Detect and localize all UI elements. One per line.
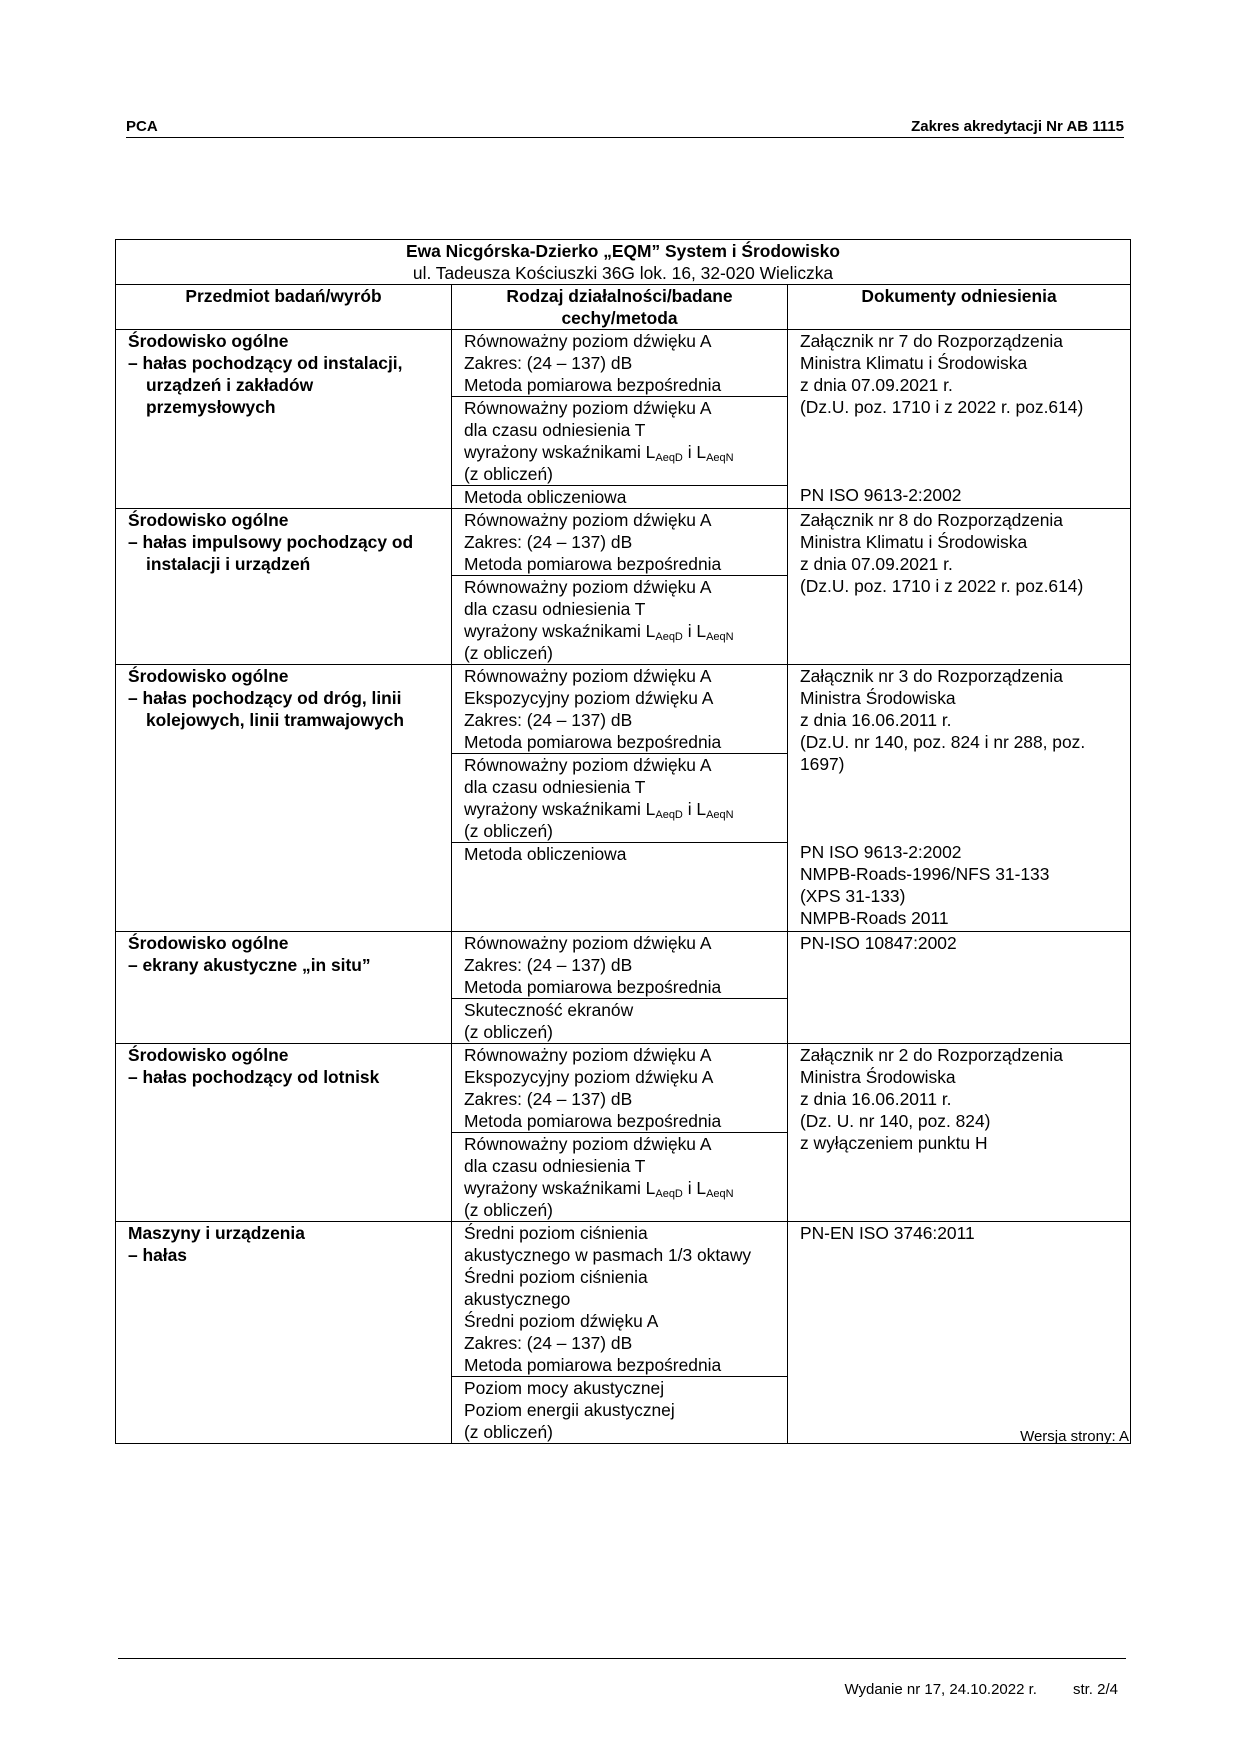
subject-cell — [116, 932, 452, 1044]
activity-line: Równoważny poziom dźwięku A — [464, 933, 712, 953]
doc-line: NMPB-Roads 2011 — [800, 908, 949, 928]
indicator-text: wyrażony wskaźnikami L — [464, 1178, 656, 1198]
page-version: Wersja strony: A — [1020, 1428, 1129, 1445]
subject-cell — [116, 330, 452, 509]
method-block — [452, 1222, 787, 1376]
institution-name: Ewa Nicgórska-Dzierko „EQM” System i Środowisko — [406, 241, 840, 261]
activity-line: (z obliczeń) — [464, 1022, 553, 1042]
doc-line: z dnia 16.06.2011 r. — [800, 710, 952, 730]
activity-line: Średni poziom ciśnienia — [464, 1223, 648, 1243]
indicator-subscript: AeqN — [706, 631, 734, 643]
indicator-subscript: AeqD — [655, 452, 683, 464]
method-block — [452, 1376, 787, 1443]
docs-cell — [788, 330, 1131, 509]
activity-cell — [452, 1044, 788, 1222]
doc-line: Załącznik nr 3 do Rozporządzenia — [800, 666, 1063, 686]
docs-cell — [788, 1044, 1131, 1222]
activity-line: Zakres: (24 – 137) dB — [464, 1333, 633, 1353]
method-block — [452, 509, 787, 575]
doc-line: Ministra Klimatu i Środowiska — [800, 532, 1028, 552]
doc-line: Załącznik nr 8 do Rozporządzenia — [800, 510, 1063, 530]
edition-label: Wydanie nr 17, 24.10.2022 r. — [844, 1681, 1037, 1698]
indicator-text: wyrażony wskaźnikami L — [464, 621, 656, 641]
activity-line: Równoważny poziom dźwięku A — [464, 398, 712, 418]
activity-line: Metoda obliczeniowa — [464, 844, 627, 864]
subject-line: Maszyny i urządzenia — [128, 1223, 305, 1243]
indicator-text: i L — [682, 442, 707, 462]
table-row — [116, 665, 1131, 932]
method-block — [452, 1044, 787, 1132]
activity-line: Metoda pomiarowa bezpośrednia — [464, 977, 722, 997]
activity-line: Zakres: (24 – 137) dB — [464, 1089, 633, 1109]
activity-line: akustycznego w pasmach 1/3 oktawy — [464, 1245, 752, 1265]
activity-line: Skuteczność ekranów — [464, 1000, 634, 1020]
indicator-text: i L — [682, 621, 707, 641]
method-block — [452, 485, 787, 508]
subject-line: Środowisko ogólne — [128, 510, 289, 530]
page-footer — [118, 1658, 1126, 1698]
doc-line: Ministra Środowiska — [800, 688, 956, 708]
activity-line: (z obliczeń) — [464, 821, 553, 841]
indicator-subscript: AeqN — [706, 809, 734, 821]
indicator-subscript: AeqD — [655, 1188, 683, 1200]
activity-line — [464, 620, 775, 642]
table-row — [116, 330, 1131, 509]
activity-line: akustycznego — [464, 1289, 571, 1309]
activity-line: (z obliczeń) — [464, 464, 553, 484]
activity-line: Metoda obliczeniowa — [464, 487, 627, 507]
method-block — [452, 842, 787, 931]
method-block — [452, 396, 787, 485]
doc-line: PN-EN ISO 3746:2011 — [800, 1223, 975, 1243]
activity-line: Zakres: (24 – 137) dB — [464, 353, 633, 373]
activity-line: Równoważny poziom dźwięku A — [464, 510, 712, 530]
col-header-subject: Przedmiot badań/wyrób — [116, 285, 452, 330]
activity-line: dla czasu odniesienia T — [464, 599, 646, 619]
col-header-activity-line1: Rodzaj działalności/badane — [506, 286, 733, 306]
doc-line: NMPB-Roads-1996/NFS 31-133 — [800, 864, 1050, 884]
activity-line: Metoda pomiarowa bezpośrednia — [464, 554, 722, 574]
subject-line: – ekrany akustyczne „in situ” — [128, 955, 371, 975]
activity-line: Zakres: (24 – 137) dB — [464, 955, 633, 975]
institution-address: ul. Tadeusza Kościuszki 36G lok. 16, 32-020 Wieliczka — [412, 263, 834, 283]
subject-line: Środowisko ogólne — [128, 933, 289, 953]
subject-line: – hałas impulsowy pochodzący od — [128, 532, 414, 552]
subject-cell — [116, 665, 452, 932]
subject-cell — [116, 1222, 452, 1444]
indicator-text: wyrażony wskaźnikami L — [464, 442, 656, 462]
subject-line: przemysłowych — [146, 397, 276, 417]
method-block — [452, 932, 787, 998]
activity-line: Równoważny poziom dźwięku A — [464, 666, 712, 686]
method-block — [452, 998, 787, 1043]
docs-cell — [788, 665, 1131, 932]
activity-line — [464, 798, 775, 820]
activity-line: Metoda pomiarowa bezpośrednia — [464, 1355, 722, 1375]
method-block — [452, 1132, 787, 1221]
activity-line: Metoda pomiarowa bezpośrednia — [464, 732, 722, 752]
indicator-text: i L — [682, 799, 707, 819]
accreditation-table — [115, 239, 1131, 1444]
activity-line: Równoważny poziom dźwięku A — [464, 331, 712, 351]
doc-line: z dnia 16.06.2011 r. — [800, 1089, 952, 1109]
docs-cell — [788, 1222, 1131, 1444]
method-block — [452, 665, 787, 753]
activity-line: Średni poziom dźwięku A — [464, 1311, 659, 1331]
indicator-text: i L — [682, 1178, 707, 1198]
doc-line: z dnia 07.09.2021 r. — [800, 554, 953, 574]
institution-cell — [116, 240, 1131, 285]
doc-line: Załącznik nr 2 do Rozporządzenia — [800, 1045, 1063, 1065]
method-block — [452, 575, 787, 664]
activity-line: Równoważny poziom dźwięku A — [464, 1134, 712, 1154]
activity-line: dla czasu odniesienia T — [464, 420, 646, 440]
activity-cell — [452, 1222, 788, 1444]
subject-line: Środowisko ogólne — [128, 331, 289, 351]
activity-line: Równoważny poziom dźwięku A — [464, 577, 712, 597]
page-header — [126, 117, 1124, 138]
doc-line: (XPS 31-133) — [800, 886, 906, 906]
doc-line: (Dz.U. poz. 1710 i z 2022 r. poz.614) — [800, 576, 1084, 596]
activity-line: Zakres: (24 – 137) dB — [464, 710, 633, 730]
activity-cell — [452, 932, 788, 1044]
activity-line: Poziom mocy akustycznej — [464, 1378, 665, 1398]
activity-line: dla czasu odniesienia T — [464, 1156, 646, 1176]
activity-line: Zakres: (24 – 137) dB — [464, 532, 633, 552]
indicator-subscript: AeqD — [655, 809, 683, 821]
activity-line: dla czasu odniesienia T — [464, 777, 646, 797]
activity-line: (z obliczeń) — [464, 643, 553, 663]
activity-line: Metoda pomiarowa bezpośrednia — [464, 1111, 722, 1131]
indicator-subscript: AeqN — [706, 452, 734, 464]
subject-line: Środowisko ogólne — [128, 1045, 289, 1065]
activity-line: Metoda pomiarowa bezpośrednia — [464, 375, 722, 395]
doc-line: Ministra Klimatu i Środowiska — [800, 353, 1028, 373]
indicator-text: wyrażony wskaźnikami L — [464, 799, 656, 819]
table-row — [116, 932, 1131, 1044]
doc-line: PN-ISO 10847:2002 — [800, 933, 957, 953]
doc-line: (Dz.U. poz. 1710 i z 2022 r. poz.614) — [800, 397, 1084, 417]
subject-line: urządzeń i zakładów — [146, 375, 314, 395]
subject-line: – hałas pochodzący od dróg, linii — [128, 688, 402, 708]
header-left: PCA — [126, 118, 158, 135]
doc-line: Załącznik nr 7 do Rozporządzenia — [800, 331, 1063, 351]
activity-line: Równoważny poziom dźwięku A — [464, 755, 712, 775]
col-header-activity — [452, 285, 788, 330]
page-number: str. 2/4 — [1072, 1681, 1118, 1698]
subject-line: instalacji i urządzeń — [146, 554, 311, 574]
activity-line: Ekspozycyjny poziom dźwięku A — [464, 688, 714, 708]
activity-cell — [452, 665, 788, 932]
subject-line: Środowisko ogólne — [128, 666, 289, 686]
activity-line: Poziom energii akustycznej — [464, 1400, 675, 1420]
doc-line: (Dz.U. nr 140, poz. 824 i nr 288, poz. — [800, 732, 1086, 752]
doc-line: PN ISO 9613-2:2002 — [800, 485, 962, 505]
docs-cell — [788, 509, 1131, 665]
activity-line: Średni poziom ciśnienia — [464, 1267, 648, 1287]
method-block — [452, 753, 787, 842]
subject-cell — [116, 1044, 452, 1222]
activity-line: (z obliczeń) — [464, 1200, 553, 1220]
header-right: Zakres akredytacji Nr AB 1115 — [911, 118, 1124, 135]
activity-cell — [452, 330, 788, 509]
docs-cell — [788, 932, 1131, 1044]
subject-cell — [116, 509, 452, 665]
doc-line: Ministra Środowiska — [800, 1067, 956, 1087]
subject-line: kolejowych, linii tramwajowych — [146, 710, 405, 730]
doc-line: z dnia 07.09.2021 r. — [800, 375, 953, 395]
table-row — [116, 1222, 1131, 1444]
doc-line: z wyłączeniem punktu H — [800, 1133, 988, 1153]
doc-line: (Dz. U. nr 140, poz. 824) — [800, 1111, 991, 1131]
activity-cell — [452, 509, 788, 665]
activity-line: Ekspozycyjny poziom dźwięku A — [464, 1067, 714, 1087]
indicator-subscript: AeqD — [655, 631, 683, 643]
doc-line: PN ISO 9613-2:2002 — [800, 842, 962, 862]
table-row — [116, 509, 1131, 665]
subject-line: – hałas — [128, 1245, 187, 1265]
subject-line: – hałas pochodzący od instalacji, — [128, 353, 403, 373]
method-block — [452, 330, 787, 396]
activity-line — [464, 441, 775, 463]
footer-text — [844, 1681, 1118, 1698]
activity-line — [464, 1177, 775, 1199]
doc-line: 1697) — [800, 754, 845, 774]
table-row — [116, 1044, 1131, 1222]
subject-line: – hałas pochodzący od lotnisk — [128, 1067, 380, 1087]
activity-line: (z obliczeń) — [464, 1422, 553, 1442]
col-header-activity-line2: cechy/metoda — [561, 308, 678, 328]
indicator-subscript: AeqN — [706, 1188, 734, 1200]
col-header-docs: Dokumenty odniesienia — [788, 285, 1131, 330]
activity-line: Równoważny poziom dźwięku A — [464, 1045, 712, 1065]
